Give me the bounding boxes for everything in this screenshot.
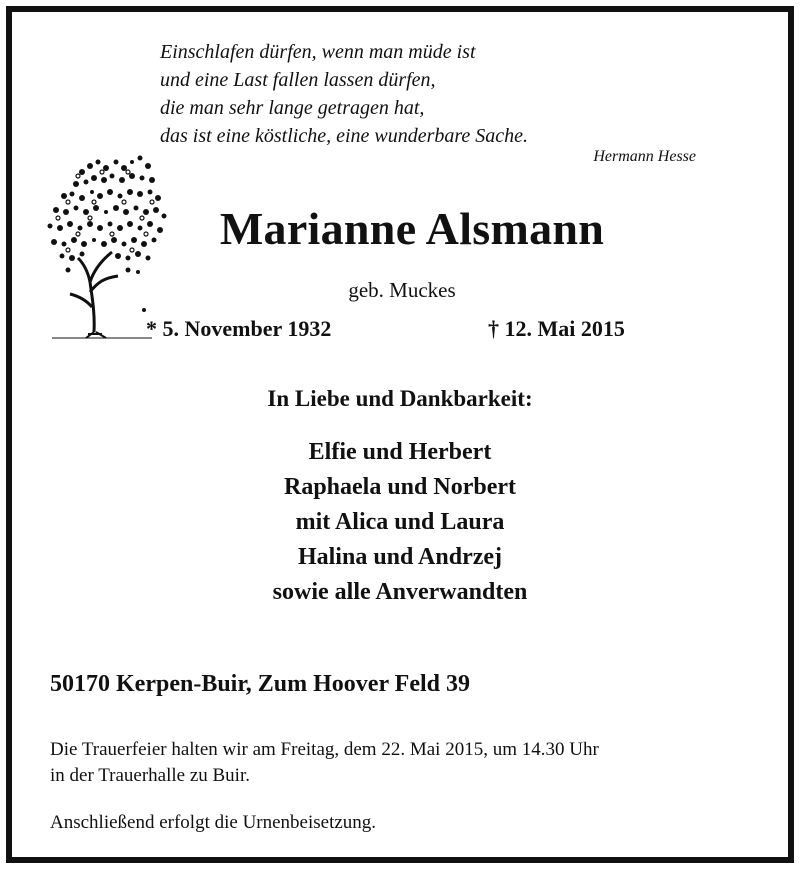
family-member: Raphaela und Norbert bbox=[283, 474, 517, 500]
deceased-name: Marianne Alsmann bbox=[219, 203, 605, 254]
poem-line: das ist eine köstliche, eine wunderbare Sache. bbox=[160, 125, 529, 147]
service-notice bbox=[50, 737, 770, 789]
obituary-notice bbox=[6, 6, 794, 863]
death-date: † 12. Mai 2015 bbox=[488, 316, 625, 341]
family-member: Halina und Andrzej bbox=[297, 544, 503, 570]
family-list bbox=[12, 435, 800, 610]
family-member: sowie alle Anverwandten bbox=[272, 579, 528, 605]
family-member: mit Alica und Laura bbox=[295, 509, 505, 535]
dedication: In Liebe und Dankbarkeit: bbox=[267, 386, 533, 411]
poem-line: Einschlafen dürfen, wenn man müde ist bbox=[160, 41, 476, 63]
birth-date: * 5. November 1932 bbox=[146, 316, 332, 341]
family-member: Elfie und Herbert bbox=[308, 439, 492, 465]
service-line: Die Trauerfeier halten wir am Freitag, dem 22. Mai 2015, um 14.30 Uhr bbox=[50, 739, 599, 760]
poem-author: Hermann Hesse bbox=[593, 148, 696, 165]
address: 50170 Kerpen-Buir, Zum Hoover Feld 39 bbox=[50, 671, 470, 697]
burial-notice: Anschließend erfolgt die Urnenbeisetzung. bbox=[50, 812, 377, 833]
poem-line: und eine Last fallen lassen dürfen, bbox=[160, 69, 436, 91]
service-line: in der Trauerhalle zu Buir. bbox=[50, 765, 250, 786]
maiden-name: geb. Muckes bbox=[348, 278, 456, 302]
poem-line: die man sehr lange getragen hat, bbox=[160, 97, 425, 119]
tree-icon bbox=[32, 132, 172, 342]
poem-quote bbox=[160, 38, 700, 150]
